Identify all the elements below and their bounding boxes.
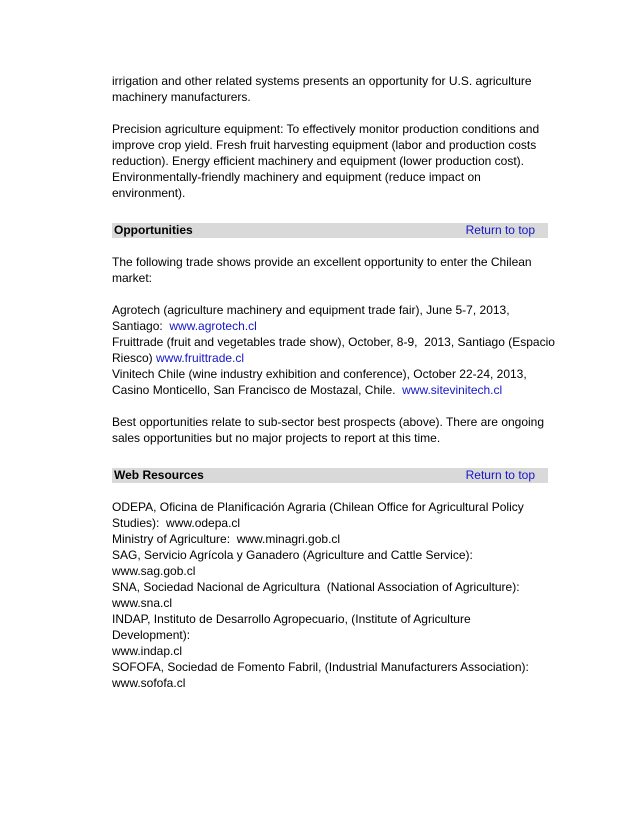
text-line: Agrotech (agriculture machinery and equipment trade fair), June 5-7, 2013, xyxy=(112,303,510,317)
text-line: SAG, Servicio Agrícola y Ganadero (Agriculture and Cattle Service): xyxy=(112,548,473,562)
text-line: INDAP, Instituto de Desarrollo Agropecuario, (Institute of Agriculture Development): xyxy=(112,612,471,642)
text-line: Studies): www.odepa.cl xyxy=(112,516,241,530)
return-to-top-link[interactable]: Return to top xyxy=(465,468,535,482)
text-line: Best opportunities relate to sub-sector best prospects (above). There are ongoing xyxy=(112,415,545,429)
text-line: Environmentally-friendly machinery and equipment (reduce impact on environment). xyxy=(112,170,481,200)
text-line: Vinitech Chile (wine industry exhibition and conference), October 22-24, 2013, xyxy=(112,367,527,381)
text-line: machinery manufacturers. xyxy=(112,90,251,104)
web-resources-header xyxy=(112,468,548,483)
agrotech-link[interactable]: www.agrotech.cl xyxy=(169,319,257,333)
text-line: Fruittrade (fruit and vegetables trade show), October, 8-9, 2013, Santiago (Espacio xyxy=(112,335,555,349)
opportunities-lead xyxy=(112,254,548,286)
text-line: SOFOFA, Sociedad de Fomento Fabril, (Industrial Manufacturers Association): xyxy=(112,660,529,674)
opportunities-header xyxy=(112,223,548,238)
text-line: www.sna.cl xyxy=(112,596,173,610)
fruittrade-link[interactable]: www.fruittrade.cl xyxy=(156,351,245,365)
section-title: Web Resources xyxy=(114,468,204,482)
return-to-top-link[interactable]: Return to top xyxy=(465,223,535,237)
text-line: reduction). Energy efficient machinery and equipment (lower production cost). xyxy=(112,154,524,168)
intro-paragraph-1 xyxy=(112,73,548,105)
text-line: irrigation and other related systems presents an opportunity for U.S. agriculture xyxy=(112,74,532,88)
text-line: improve crop yield. Fresh fruit harvesting equipment (labor and production costs xyxy=(112,138,537,152)
text-line: Riesco) www.fruittrade.cl xyxy=(112,351,245,365)
text-line: Ministry of Agriculture: www.minagri.gob.cl xyxy=(112,532,341,546)
web-resources-list xyxy=(112,499,548,691)
text-line: Casino Monticello, San Francisco de Mostazal, Chile. www.sitevinitech.cl xyxy=(112,383,503,397)
text-line: www.sofofa.cl xyxy=(112,676,186,690)
text-line: The following trade shows provide an excellent opportunity to enter the Chilean xyxy=(112,255,532,269)
text-line: sales opportunities but no major projects to report at this time. xyxy=(112,431,441,445)
text-line: www.sag.gob.cl xyxy=(112,564,196,578)
text-line: market: xyxy=(112,271,153,285)
text-line: SNA, Sociedad Nacional de Agricultura (National Association of Agriculture): xyxy=(112,580,520,594)
intro-paragraph-2 xyxy=(112,121,548,201)
text-line: Precision agriculture equipment: To effectively monitor production conditions and xyxy=(112,122,540,136)
opportunities-closing xyxy=(112,414,548,446)
vinitech-link[interactable]: www.sitevinitech.cl xyxy=(402,383,503,397)
text-line: ODEPA, Oficina de Planificación Agraria (Chilean Office for Agricultural Policy xyxy=(112,500,524,514)
text-line: Santiago: www.agrotech.cl xyxy=(112,319,257,333)
document-page xyxy=(112,73,555,691)
trade-show-list xyxy=(112,302,555,398)
text-line: www.indap.cl xyxy=(112,644,183,658)
section-title: Opportunities xyxy=(114,223,193,237)
